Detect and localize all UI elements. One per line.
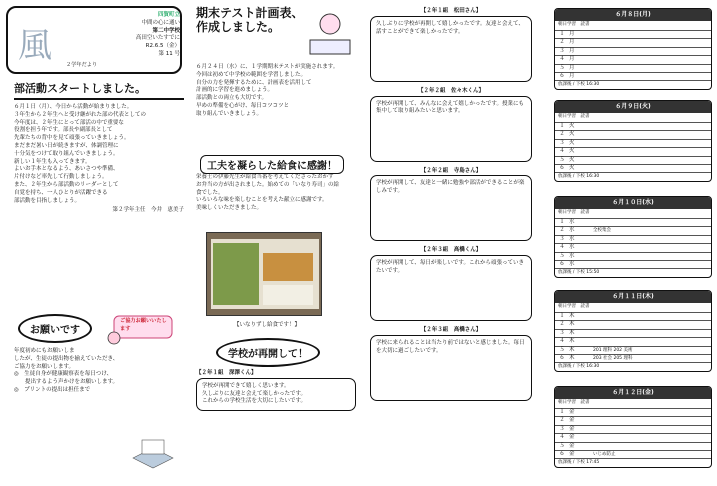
schedule-date: ６月１０日(水) — [555, 197, 711, 209]
schedule-row — [555, 433, 711, 441]
schedule-row — [555, 416, 711, 424]
schedule-cell — [593, 131, 711, 138]
issue-number: 第 11 号 — [158, 50, 180, 57]
schedule-cell: 火 — [569, 156, 575, 163]
schedule-cell: ２ — [559, 227, 565, 234]
notice-title: お願いです — [18, 314, 92, 343]
student-comment-text: 学校が再開して、毎日が楽しいです。これから頑張っていきたいです。 — [370, 255, 532, 321]
schedule-cell — [593, 219, 711, 226]
schedule-cell: 月 — [569, 47, 575, 54]
schedule-cell: 水 — [569, 252, 575, 259]
schedule-cell: ５ — [559, 156, 565, 163]
schedule-cell: ４ — [559, 244, 565, 251]
schedule-cell: ４ — [559, 338, 565, 345]
student-comment-label: 【２年３組 高橋くん】 — [420, 247, 482, 254]
schedule-cell: ４ — [559, 434, 565, 441]
notice-picture — [128, 430, 178, 470]
schedule-row — [555, 30, 711, 38]
schedule-cell — [593, 313, 711, 320]
club-article-line: 十分気をつけて取り組んでいきましょう。 — [14, 150, 119, 157]
schedule-day — [554, 8, 712, 90]
schedule-cell: 金 — [569, 434, 575, 441]
schedule-footer: 放課後 / 下校 16:30 — [555, 172, 711, 181]
article-title-club: 部活動スタートしました。 — [14, 80, 184, 100]
schedule-date: ６月９日(火) — [555, 101, 711, 113]
exam-article-line: ６月２４日（水）に、１学期期末テストが実施されます。 — [196, 64, 339, 70]
schedule-cell: 203 社会 205 理科 — [593, 355, 633, 361]
class-comment-box — [196, 378, 356, 411]
notice-line: ご協力をお願いします。 — [14, 363, 75, 370]
schedule-footer: 放課後 / 下校 16:30 — [555, 362, 711, 371]
schedule-cell — [593, 123, 711, 130]
schedule-cell — [593, 157, 711, 164]
student-comment-text: 学校が再開して、友達と一緒に勉強や部活ができることが楽しみです。 — [370, 175, 532, 241]
club-article-line: 片付けなど率先して行動しましょう。 — [14, 174, 108, 181]
schedule-footer: 放課後 / 下校 16:30 — [555, 80, 711, 89]
schedule-cell: 月 — [569, 64, 575, 71]
schedule-cell: 金 — [569, 409, 575, 415]
schedule-row — [555, 260, 711, 268]
schedule-cell: 金 — [569, 417, 575, 424]
schedule-cell: 金 — [569, 442, 575, 449]
schedule-cell — [593, 39, 711, 46]
schedule-cell — [593, 330, 711, 337]
school-name: 四賀町立 — [157, 12, 180, 18]
club-article-line: ３年生から２年生へと受け継がれた部の代表としての — [14, 111, 147, 118]
schedule-cell — [593, 426, 711, 433]
schedule-cell: １ — [559, 313, 565, 319]
lunch-photo — [206, 232, 322, 316]
schedule-cell — [593, 56, 711, 63]
schedule-row — [555, 72, 711, 80]
schedule-cell: ３ — [559, 47, 565, 54]
schedule-cell: ５ — [559, 64, 565, 71]
lunch-article-line: 栄養士の伊藤先生が給食当番を考えてくださったおかず — [196, 174, 334, 180]
schedule-cell: 201 理科 202 美術 — [593, 347, 633, 353]
schedule-cell: 木 — [569, 313, 575, 319]
schedule-cell: 水 — [569, 260, 575, 267]
schedule-cell — [593, 443, 711, 450]
student-comment — [370, 327, 532, 401]
schedule-row — [555, 425, 711, 433]
schedule-cell: 金 — [569, 450, 575, 457]
schedule-subtitle: 朝日学習 読書 — [558, 114, 590, 119]
schedule-cell: 木 — [569, 329, 575, 336]
schedule-cell: ５ — [559, 442, 565, 449]
schedule-row — [555, 243, 711, 251]
schedule-cell: 月 — [569, 39, 575, 46]
schedule-row — [555, 346, 711, 354]
schedule-cell — [593, 236, 711, 243]
schedule-cell: １ — [559, 31, 565, 37]
schedule-day — [554, 100, 712, 182]
schedule-row — [555, 337, 711, 345]
club-article-line: 部活動を目指しましょう。 — [14, 197, 81, 204]
schedule-row — [555, 442, 711, 450]
schedule-cell: 全校集会 — [593, 228, 611, 234]
slogan: 高田空いたすでに — [135, 35, 180, 42]
schedule-cell: ６ — [559, 72, 565, 79]
schedule-row — [555, 64, 711, 72]
exam-article-line: 部活動との両立も大切です。 — [196, 95, 268, 102]
school-line: 中間の心に通い — [141, 19, 180, 26]
grade-label: ２学年だより — [66, 62, 98, 69]
schedule-row — [555, 122, 711, 130]
student-comment — [370, 247, 532, 321]
exam-article-line: 今回は初めて中学校の範囲を学習しました。 — [196, 71, 307, 78]
club-article-line: また、２年生から部活動のリーダーとして — [14, 181, 119, 188]
exam-article-line: 計画的に学習を進めましょう。 — [196, 87, 274, 94]
schedule-row — [555, 450, 711, 458]
school-reopen-title: 学校が再開して！ — [216, 338, 320, 367]
student-comment-label: 【２年２組 佐々木くん】 — [417, 87, 484, 94]
notice-item: ◎ プリントの提出は担任まで — [14, 386, 91, 393]
class-comment-line: これからの学校生活を大切にしたいです。 — [202, 398, 307, 405]
lunch-caption: 【いなりずし給食です！】 — [234, 322, 301, 328]
club-article-line: まだまだ暑い日が続きますが、体調管理に — [14, 142, 119, 149]
student-comment-text: 学校に来られることは当たり前ではないと感じました。毎日を大切に過ごしたいです。 — [370, 335, 532, 401]
schedule-subtitle: 朝日学習 読書 — [558, 22, 590, 27]
student-comment — [370, 8, 532, 82]
schedule-row — [555, 38, 711, 46]
schedule-cell — [593, 73, 711, 80]
schedule-cell: 水 — [569, 227, 575, 234]
schedule-cell: 火 — [569, 131, 575, 138]
schedule-cell: 木 — [569, 354, 575, 361]
schedule-cell: ４ — [559, 148, 565, 155]
notice-line: したが、生徒の提出物を揃えていただき、 — [14, 355, 119, 362]
schedule-row — [555, 354, 711, 362]
schedule-cell — [593, 409, 711, 416]
schedule-cell: ３ — [559, 329, 565, 336]
schedule-cell — [593, 434, 711, 441]
schedule-row — [555, 156, 711, 164]
schedule-cell — [593, 48, 711, 55]
class-comment-line: 学校が再開できて嬉しく思います。 — [202, 382, 290, 389]
student-comment-label: 【２年３組 高橋さん】 — [420, 327, 482, 334]
notice-item: ◎ 生徒自身が健康観察表を毎日つけ、 — [14, 371, 113, 378]
schedule-subtitle: 朝日学習 読書 — [558, 304, 590, 309]
lunch-article-line: 美味しくいただきました。 — [196, 205, 263, 212]
schedule-cell: ５ — [559, 346, 565, 353]
schedule-day — [554, 386, 712, 468]
student-comment — [370, 88, 532, 162]
schedule-cell: ６ — [559, 450, 565, 457]
schedule-cell: １ — [559, 409, 565, 415]
schedule-cell — [593, 338, 711, 345]
lunch-title-box — [200, 154, 344, 174]
schedule-cell — [593, 244, 711, 251]
masthead — [6, 6, 182, 74]
article-signature: 第２学年主任 今井 恵美子 — [112, 207, 184, 214]
schedule-row — [555, 320, 711, 328]
notice-illustration — [106, 310, 176, 346]
notice-bubble-text: ご協力お願いいたします — [120, 318, 167, 332]
schedule-cell: 水 — [569, 235, 575, 242]
schedule-cell: 火 — [569, 123, 575, 129]
schedule-cell: １ — [559, 219, 565, 225]
club-article-line: 役割を担う年です。部長や副部長として — [14, 127, 113, 134]
student-comment-label: 【２年１組 松田さん】 — [420, 8, 482, 14]
schedule-row — [555, 329, 711, 337]
lunch-article-line: いろいろな味を楽しむことを考えた献立に感謝です。 — [196, 197, 328, 204]
schedule-day — [554, 290, 712, 372]
schedule-cell: 月 — [569, 31, 575, 37]
student-study-illustration — [302, 8, 358, 60]
schedule-cell: ６ — [559, 354, 565, 361]
club-article-line: 自覚を持ち、一人ひとりが活躍できる — [14, 189, 108, 196]
schedule-row — [555, 164, 711, 172]
schedule-row — [555, 408, 711, 416]
masthead-logo: 風 — [18, 26, 52, 66]
notice-line: 年度初めにもお願いしま — [14, 348, 75, 354]
schedule-row — [555, 252, 711, 260]
schedule-cell: ６ — [559, 260, 565, 267]
schedule-cell — [593, 165, 711, 172]
schedule-row — [555, 147, 711, 155]
schedule-cell: 月 — [569, 56, 575, 63]
club-article-line: 今年度は、２年生にとって部活の中で重要な — [14, 119, 124, 126]
schedule-cell — [593, 417, 711, 424]
schedule-subtitle: 朝日学習 読書 — [558, 400, 590, 405]
schedule-date: ６月８日(月) — [555, 9, 711, 21]
schedule-cell: ３ — [559, 425, 565, 432]
student-comment — [370, 168, 532, 242]
schedule-cell: 金 — [569, 425, 575, 432]
schedule-cell: ６ — [559, 164, 565, 171]
student-comment-text: 久しぶりに学校が再開して嬉しかったです。友達と会えて、話すことができて楽しかったです。 — [370, 16, 532, 82]
lunch-article-line: 食でした。 — [196, 189, 224, 196]
schedule-cell — [593, 321, 711, 328]
schedule-cell: ２ — [559, 417, 565, 424]
schedule-cell: 月 — [569, 72, 575, 79]
student-comment-label: 【２年２組 寺島さん】 — [420, 167, 482, 174]
lunch-title: 工夫を凝らした給食に感謝！ — [200, 155, 344, 174]
schedule-cell: ５ — [559, 252, 565, 259]
schedule-date: ６月１１日(木) — [555, 291, 711, 303]
schedule-cell: 火 — [569, 164, 575, 171]
schedule-row — [555, 139, 711, 147]
schedule-cell — [593, 253, 711, 260]
schedule-cell: いじめ防止 — [593, 451, 616, 457]
class-comment-label: 【２年１組 深澤くん】 — [196, 370, 257, 376]
exam-title: 期末テスト計画表、作成しました。 — [196, 6, 304, 34]
club-article-line: よいお手本となるよう、あいさつや準備、 — [14, 166, 119, 173]
club-article-line: 新しい１年生も入ってきます。 — [14, 158, 91, 165]
schedule-cell: 木 — [569, 321, 575, 328]
schedule-cell: 水 — [569, 219, 575, 225]
schedule-row — [555, 130, 711, 138]
schedule-day — [554, 196, 712, 278]
schedule-cell: ４ — [559, 56, 565, 63]
class-comment-line: 久しぶりに友達と会えて楽しかったです。 — [202, 390, 307, 397]
schedule-cell: ２ — [559, 131, 565, 138]
schedule-row — [555, 226, 711, 234]
schedule-cell: ３ — [559, 139, 565, 146]
schedule-cell — [593, 31, 711, 38]
schedule-cell — [593, 261, 711, 268]
schedule-cell: 火 — [569, 148, 575, 155]
schedule-row — [555, 235, 711, 243]
schedule-cell: 火 — [569, 139, 575, 146]
schedule-row — [555, 55, 711, 63]
club-article-line: 先輩たちの背中を見て頑張っていきましょう。 — [14, 135, 130, 142]
schedule-cell: 木 — [569, 338, 575, 345]
notice-item: 提出するよう声かけをお願いします。 — [14, 379, 119, 386]
schedule-subtitle: 朝日学習 読書 — [558, 210, 590, 215]
student-comment-text: 学校が再開して、みんなに会えて嬉しかったです。授業にも集中して取り組みたいと思います。 — [370, 96, 532, 162]
exam-article-line: 早めの準備を心がけ、毎日コツコツと — [196, 102, 290, 109]
schedule-row — [555, 218, 711, 226]
schedule-cell — [593, 148, 711, 155]
club-article-line: ６月１日（月）、今日から活動が始まりました。 — [14, 104, 133, 110]
newspaper-name: 第二中学校 — [152, 27, 180, 34]
school-title-box — [216, 338, 320, 367]
schedule-cell: 木 — [569, 346, 575, 353]
schedule-footer: 放課後 / 下校 15:50 — [555, 268, 711, 277]
exam-article-line: 自分の力を発揮するために、計画表を活用して — [196, 79, 312, 86]
issue-date: R2.6.5（金） — [145, 43, 180, 50]
schedule-cell: １ — [559, 123, 565, 129]
schedule-cell — [593, 65, 711, 72]
schedule-row — [555, 312, 711, 320]
schedule-row — [555, 47, 711, 55]
schedule-cell — [593, 140, 711, 147]
schedule-footer: 放課後 / 下校 17:45 — [555, 458, 711, 467]
schedule-cell: ２ — [559, 39, 565, 46]
schedule-cell: ３ — [559, 235, 565, 242]
schedule-date: ６月１２日(金) — [555, 387, 711, 399]
exam-article-line: 取り組んでいきましょう。 — [196, 110, 263, 117]
schedule-cell: 水 — [569, 244, 575, 251]
lunch-article-line: お弁当の方が出されました。始めての「いなり寿司」の給 — [196, 181, 340, 188]
schedule-cell: ２ — [559, 321, 565, 328]
